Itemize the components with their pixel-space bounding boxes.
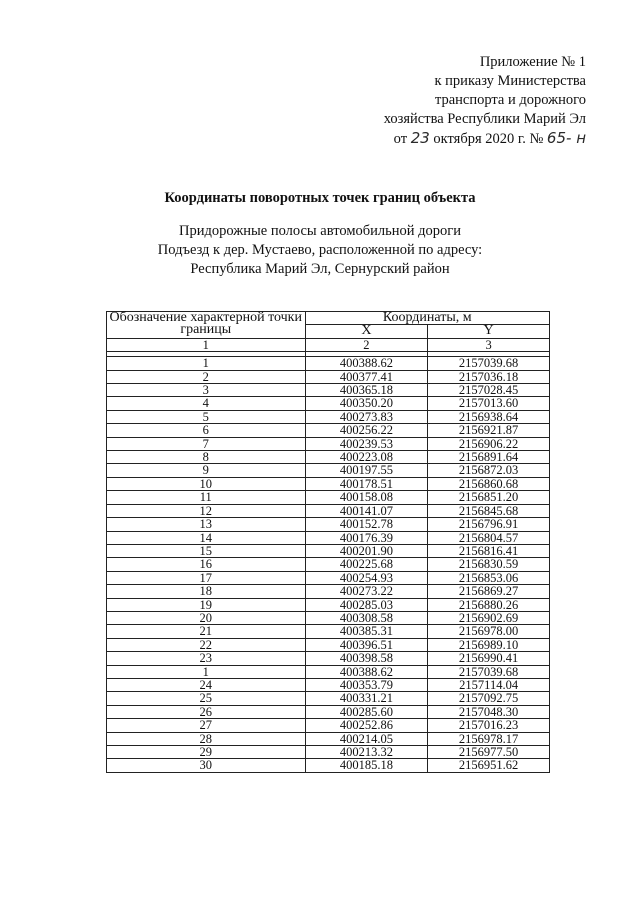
x-coordinate-cell: 400239.53 (305, 437, 428, 450)
y-coordinate-cell: 2156860.68 (428, 477, 550, 490)
y-coordinate-cell: 2156869.27 (428, 585, 550, 598)
table-row (107, 518, 550, 531)
column-index: 2 (305, 338, 428, 351)
table-row (107, 384, 550, 397)
table-row (107, 410, 550, 423)
coordinates-table (106, 311, 550, 773)
point-number-cell: 12 (107, 504, 306, 517)
y-coordinate-cell: 2156845.68 (428, 504, 550, 517)
point-number-cell: 1 (107, 357, 306, 370)
y-coordinate-cell: 2156830.59 (428, 558, 550, 571)
point-number-cell: 5 (107, 410, 306, 423)
point-number-cell: 3 (107, 384, 306, 397)
x-coordinate-cell: 400197.55 (305, 464, 428, 477)
document-title: Координаты поворотных точек границ объекта (164, 190, 476, 206)
table-row (107, 692, 550, 705)
point-number-cell: 7 (107, 437, 306, 450)
document-subtitle (0, 222, 640, 279)
x-coordinate-cell: 400185.18 (305, 759, 428, 772)
x-coordinate-cell: 400176.39 (305, 531, 428, 544)
table-row (107, 598, 550, 611)
y-coordinate-cell: 2156851.20 (428, 491, 550, 504)
point-number-cell: 28 (107, 732, 306, 745)
y-coordinate-cell: 2156902.69 (428, 611, 550, 624)
point-number-cell: 27 (107, 719, 306, 732)
point-number-cell: 8 (107, 451, 306, 464)
handwritten-order-number: 65- н (546, 129, 586, 147)
table-row (107, 504, 550, 517)
x-coordinate-cell: 400398.58 (305, 652, 428, 665)
subtitle-line: Подъезд к дер. Мустаево, расположенной по адресу: (157, 242, 483, 258)
point-number-cell: 22 (107, 638, 306, 651)
x-coordinate-cell: 400223.08 (305, 451, 428, 464)
x-coordinate-cell: 400350.20 (305, 397, 428, 410)
point-number-cell: 9 (107, 464, 306, 477)
table-row (107, 732, 550, 745)
table-row (107, 491, 550, 504)
x-coordinate-cell: 400225.68 (305, 558, 428, 571)
table-row (107, 678, 550, 691)
x-coordinate-cell: 400141.07 (305, 504, 428, 517)
table-row (107, 451, 550, 464)
x-coordinate-cell: 400178.51 (305, 477, 428, 490)
x-coordinate-cell: 400201.90 (305, 544, 428, 557)
y-coordinate-cell: 2157039.68 (428, 665, 550, 678)
x-coordinate-cell: 400214.05 (305, 732, 428, 745)
x-coordinate-cell: 400388.62 (305, 357, 428, 370)
x-coordinate-cell: 400308.58 (305, 611, 428, 624)
x-coordinate-cell: 400365.18 (305, 384, 428, 397)
table-row (107, 544, 550, 557)
date-prefix: от (393, 131, 408, 147)
x-coordinate-cell: 400256.22 (305, 424, 428, 437)
point-number-cell: 18 (107, 585, 306, 598)
point-number-cell: 13 (107, 518, 306, 531)
x-coordinate-cell: 400396.51 (305, 638, 428, 651)
table-row (107, 759, 550, 772)
table-row (107, 625, 550, 638)
y-coordinate-cell: 2156906.22 (428, 437, 550, 450)
table-row (107, 652, 550, 665)
y-coordinate-cell: 2156951.62 (428, 759, 550, 772)
header-point-name: Обозначение характерной точки границы (107, 312, 306, 339)
point-number-cell: 17 (107, 571, 306, 584)
y-coordinate-cell: 2157048.30 (428, 705, 550, 718)
table-row (107, 437, 550, 450)
x-coordinate-cell: 400388.62 (305, 665, 428, 678)
table-row (107, 558, 550, 571)
x-coordinate-cell: 400331.21 (305, 692, 428, 705)
y-coordinate-cell: 2156990.41 (428, 652, 550, 665)
point-number-cell: 23 (107, 652, 306, 665)
x-coordinate-cell: 400377.41 (305, 370, 428, 383)
y-coordinate-cell: 2157036.18 (428, 370, 550, 383)
y-coordinate-cell: 2157114.04 (428, 678, 550, 691)
point-number-cell: 29 (107, 746, 306, 759)
table-row (107, 357, 550, 370)
y-coordinate-cell: 2156880.26 (428, 598, 550, 611)
point-number-cell: 11 (107, 491, 306, 504)
x-coordinate-cell: 400273.22 (305, 585, 428, 598)
appendix-line: к приказу Министерства (434, 73, 586, 89)
x-coordinate-cell: 400152.78 (305, 518, 428, 531)
table-row (107, 665, 550, 678)
point-number-cell: 19 (107, 598, 306, 611)
table-row (107, 571, 550, 584)
x-coordinate-cell: 400252.86 (305, 719, 428, 732)
table-row (107, 705, 550, 718)
table-row (107, 397, 550, 410)
y-coordinate-cell: 2156872.03 (428, 464, 550, 477)
column-index: 3 (428, 338, 550, 351)
appendix-line: хозяйства Республики Марий Эл (383, 111, 586, 127)
point-number-cell: 10 (107, 477, 306, 490)
table-row (107, 638, 550, 651)
appendix-line: Приложение № 1 (479, 54, 586, 70)
appendix-block (346, 53, 586, 149)
table-row (107, 746, 550, 759)
y-coordinate-cell: 2157039.68 (428, 357, 550, 370)
y-coordinate-cell: 2157092.75 (428, 692, 550, 705)
handwritten-day: 23 (410, 129, 430, 147)
y-coordinate-cell: 2157013.60 (428, 397, 550, 410)
y-coordinate-cell: 2156816.41 (428, 544, 550, 557)
x-coordinate-cell: 400285.03 (305, 598, 428, 611)
table-row (107, 585, 550, 598)
point-number-cell: 21 (107, 625, 306, 638)
y-coordinate-cell: 2156938.64 (428, 410, 550, 423)
table-row (107, 719, 550, 732)
y-coordinate-cell: 2157028.45 (428, 384, 550, 397)
x-coordinate-cell: 400353.79 (305, 678, 428, 691)
x-coordinate-cell: 400158.08 (305, 491, 428, 504)
y-coordinate-cell: 2156796.91 (428, 518, 550, 531)
table-row (107, 611, 550, 624)
point-number-cell: 20 (107, 611, 306, 624)
x-coordinate-cell: 400285.60 (305, 705, 428, 718)
y-coordinate-cell: 2156977.50 (428, 746, 550, 759)
column-index: 1 (107, 338, 306, 351)
x-coordinate-cell: 400273.83 (305, 410, 428, 423)
x-coordinate-cell: 400213.32 (305, 746, 428, 759)
point-number-cell: 1 (107, 665, 306, 678)
table-row (107, 424, 550, 437)
date-rest: октября 2020 г. № (433, 131, 544, 147)
table-row (107, 477, 550, 490)
x-coordinate-cell: 400385.31 (305, 625, 428, 638)
subtitle-line: Придорожные полосы автомобильной дороги (179, 223, 461, 239)
table-row (107, 370, 550, 383)
header-x: X (305, 325, 428, 338)
y-coordinate-cell: 2156978.17 (428, 732, 550, 745)
appendix-line: транспорта и дорожного (434, 92, 586, 108)
header-y: Y (428, 325, 550, 338)
point-number-cell: 30 (107, 759, 306, 772)
table-body (107, 357, 550, 773)
table-row (107, 531, 550, 544)
point-number-cell: 24 (107, 678, 306, 691)
point-number-cell: 26 (107, 705, 306, 718)
appendix-date-line (346, 129, 586, 149)
header-coordinates: Координаты, м (305, 312, 549, 325)
y-coordinate-cell: 2156978.00 (428, 625, 550, 638)
y-coordinate-cell: 2156891.64 (428, 451, 550, 464)
y-coordinate-cell: 2156853.06 (428, 571, 550, 584)
y-coordinate-cell: 2156989.10 (428, 638, 550, 651)
y-coordinate-cell: 2156804.57 (428, 531, 550, 544)
point-number-cell: 16 (107, 558, 306, 571)
x-coordinate-cell: 400254.93 (305, 571, 428, 584)
point-number-cell: 6 (107, 424, 306, 437)
point-number-cell: 14 (107, 531, 306, 544)
point-number-cell: 2 (107, 370, 306, 383)
point-number-cell: 25 (107, 692, 306, 705)
y-coordinate-cell: 2157016.23 (428, 719, 550, 732)
subtitle-line: Республика Марий Эл, Сернурский район (190, 261, 450, 277)
point-number-cell: 4 (107, 397, 306, 410)
point-number-cell: 15 (107, 544, 306, 557)
y-coordinate-cell: 2156921.87 (428, 424, 550, 437)
table-row (107, 464, 550, 477)
